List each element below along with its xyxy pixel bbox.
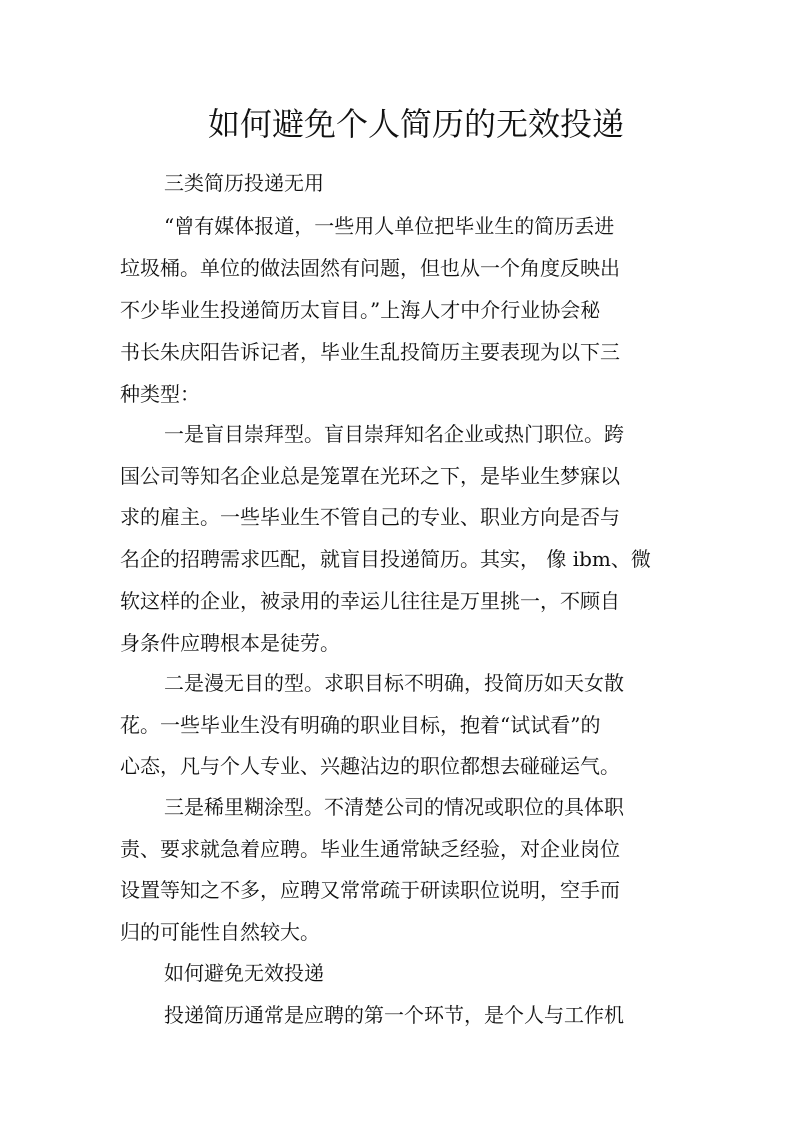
paragraph-line: 责、要求就急着应聘。毕业生通常缺乏经验，对企业岗位 (120, 837, 620, 861)
paragraph-line: 心态，凡与个人专业、兴趣沾边的职位都想去碰碰运气。 (120, 754, 620, 778)
paragraph-line: 书长朱庆阳告诉记者，毕业生乱投简历主要表现为以下三 (120, 340, 620, 364)
paragraph-line: 种类型： (120, 382, 200, 406)
paragraph-line: 花。一些毕业生没有明确的职业目标，抱着“试试看”的 (120, 713, 601, 737)
paragraph-line: 软这样的企业，被录用的幸运儿往往是万里挑一，不顾自 (120, 589, 620, 613)
section-heading: 如何避免无效投递 (164, 961, 324, 985)
paragraph-line: 归的可能性自然较大。 (120, 920, 320, 944)
page-title: 如何避免个人简历的无效投递 (208, 105, 625, 143)
paragraph-line: 垃圾桶。单位的做法固然有问题，但也从一个角度反映出 (120, 256, 620, 280)
paragraph-line: 不少毕业生投递简历太盲目。”上海人才中介行业协会秘 (120, 298, 601, 322)
section-heading: 三类简历投递无用 (164, 171, 324, 195)
paragraph-line: 设置等知之不多，应聘又常常疏于研读职位说明，空手而 (120, 878, 620, 902)
paragraph-line: 国公司等知名企业总是笼罩在光环之下，是毕业生梦寐以 (120, 464, 620, 488)
paragraph-line: 一是盲目崇拜型。盲目崇拜知名企业或热门职位。跨 (164, 422, 624, 446)
paragraph-line: “曾有媒体报道，一些用人单位把毕业生的简历丢进 (164, 214, 615, 238)
paragraph-line: 求的雇主。一些毕业生不管自己的专业、职业方向是否与 (120, 505, 620, 529)
paragraph-line: 投递简历通常是应聘的第一个环节，是个人与工作机 (164, 1003, 624, 1027)
paragraph-line: 名企的招聘需求匹配，就盲目投递简历。其实， 像 ibm、微 (120, 547, 651, 571)
paragraph-line: 二是漫无目的型。求职目标不明确，投简历如天女散 (164, 671, 624, 695)
paragraph-line: 三是稀里糊涂型。不清楚公司的情况或职位的具体职 (164, 795, 624, 819)
paragraph-line: 身条件应聘根本是徒劳。 (120, 631, 340, 655)
